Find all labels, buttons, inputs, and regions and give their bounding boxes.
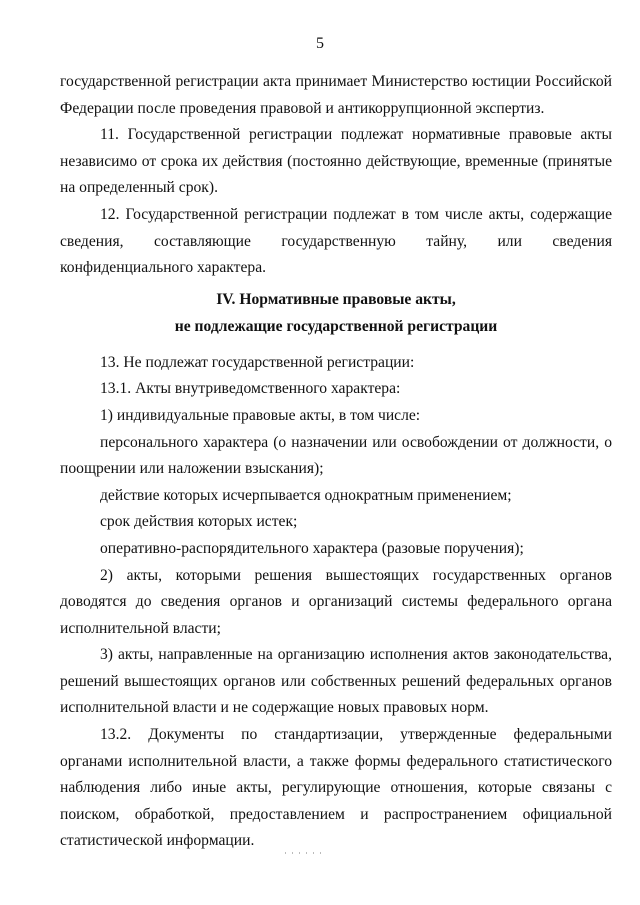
list-item-2: 2) акты, которыми решения вышестоящих государственных органов доводятся до сведения органов и организаций системы федерального органа исполнительной власти;	[60, 566, 612, 637]
sub-item-operational: оперативно-распорядительного характера (разовые поручения);	[100, 539, 524, 557]
paragraph-13: 13. Не подлежат государственной регистрации:	[100, 353, 415, 371]
paragraph-12: 12. Государственной регистрации подлежат в том числе акты, содержащие сведения, составляющие государственную тайну, или сведения конфиденциального характера.	[60, 205, 612, 277]
document-body	[60, 69, 612, 855]
section-heading-line2: не подлежащие государственной регистрации	[174, 317, 498, 335]
list-item-3: 3) акты, направленные на организацию исполнения актов законодательства, решений вышестоящих органов или собственных решений федеральных органов исполнительной власти и не содержащие новых правовых норм.	[60, 646, 612, 717]
paragraph-13-1: 13.1. Акты внутриведомственного характера:	[100, 380, 401, 398]
section-heading-line1: IV. Нормативные правовые акты,	[216, 290, 456, 308]
list-item-1: 1) индивидуальные правовые акты, в том числе:	[100, 406, 421, 424]
page-number: 5	[316, 35, 324, 52]
sub-item-one-time: действие которых исчерпывается однократным применением;	[100, 486, 512, 504]
scan-artifact	[285, 852, 325, 854]
paragraph-13-2: 13.2. Документы по стандартизации, утвержденные федеральными органами исполнительной власти, а также формы федерального статистического наблюдения либо иные акты, регулирующие отношения, которые связаны с поиском, обработкой, предоставлением и распространением официальной статистической информации.	[60, 726, 612, 850]
section-heading	[60, 286, 612, 340]
sub-item-personal: персонального характера (о назначении или освобождении от должности, о поощрении или наложении взыскания);	[60, 433, 612, 478]
paragraph-continuation: государственной регистрации акта принимает Министерство юстиции Российской Федерации после проведения правовой и антикоррупционной экспертиз.	[60, 73, 612, 117]
sub-item-expired: срок действия которых истек;	[100, 513, 298, 531]
paragraph-11: 11. Государственной регистрации подлежат нормативные правовые акты независимо от срока их действия (постоянно действующие, временные (принятые на определенный срок).	[60, 126, 612, 197]
